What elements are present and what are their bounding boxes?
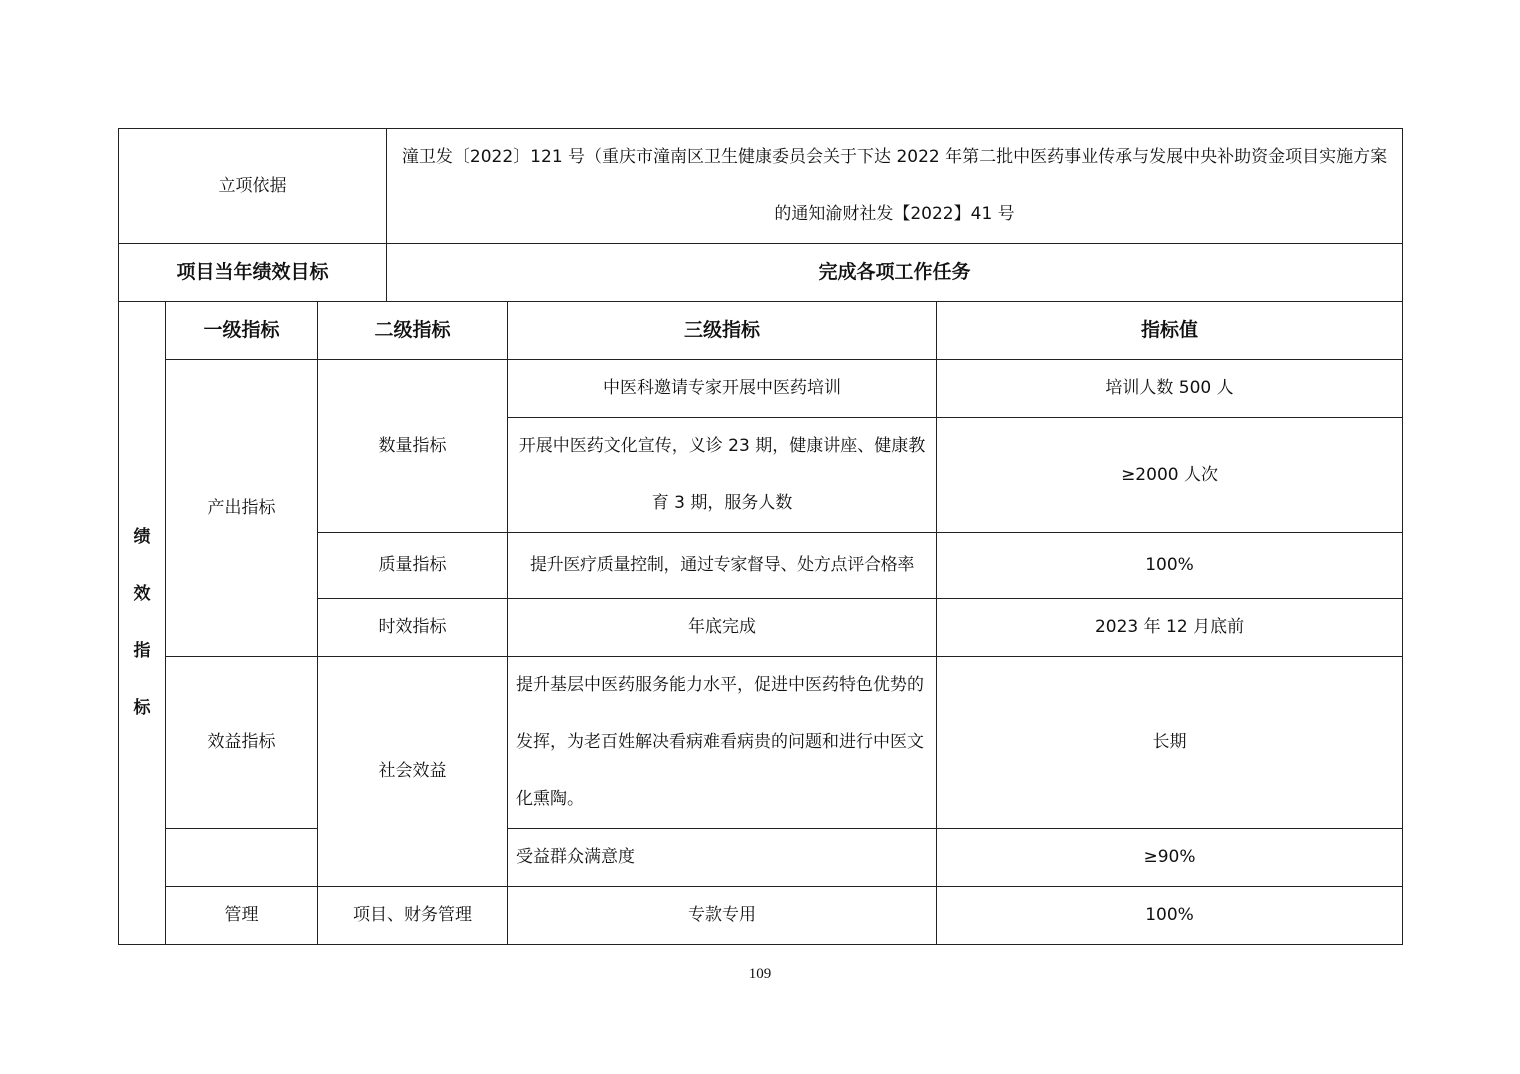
page-number: 109 (748, 966, 772, 982)
side-char: 指 (133, 641, 151, 661)
level3-cell: 专款专用 (508, 887, 937, 945)
basis-row (119, 129, 1403, 244)
side-char: 效 (133, 584, 151, 604)
header-level1: 一级指标 (166, 302, 318, 360)
level3-cell: 开展中医药文化宣传，义诊 23 期，健康讲座、健康教育 3 期，服务人数 (508, 418, 937, 533)
goal-label: 项目当年绩效目标 (119, 244, 387, 302)
output-level1: 产出指标 (166, 360, 318, 657)
table-row (119, 360, 1403, 418)
level3-cell: 年底完成 (508, 599, 937, 657)
level3-cell: 提升基层中医药服务能力水平，促进中医药特色优势的发挥，为老百姓解决看病难看病贵的问题和进行中医文化熏陶。 (508, 657, 937, 829)
performance-table (118, 128, 1403, 945)
table-row (119, 657, 1403, 829)
table-row (119, 887, 1403, 945)
header-row (119, 302, 1403, 360)
management-level1: 管理 (166, 887, 318, 945)
level3-cell: 受益群众满意度 (508, 829, 937, 887)
level3-cell: 中医科邀请专家开展中医药培训 (508, 360, 937, 418)
side-char: 标 (133, 698, 151, 718)
basis-text: 潼卫发〔2022〕121 号（重庆市潼南区卫生健康委员会关于下达 2022 年第二批中医药事业传承与发展中央补助资金项目实施方案的通知渝财社发【2022】41 号 (387, 129, 1403, 244)
benefit-level2: 社会效益 (318, 657, 508, 887)
value-cell: 长期 (937, 657, 1403, 829)
value-cell: 培训人数 500 人 (937, 360, 1403, 418)
side-label (119, 302, 166, 945)
header-value: 指标值 (937, 302, 1403, 360)
benefit-level1-cont (166, 829, 318, 887)
value-cell: ≥90% (937, 829, 1403, 887)
value-cell: 2023 年 12 月底前 (937, 599, 1403, 657)
management-level2: 项目、财务管理 (318, 887, 508, 945)
quantity-level2: 数量指标 (318, 360, 508, 533)
quality-level2: 质量指标 (318, 533, 508, 599)
side-char: 绩 (133, 527, 151, 547)
header-level2: 二级指标 (318, 302, 508, 360)
benefit-level1: 效益指标 (166, 657, 318, 829)
goal-text: 完成各项工作任务 (387, 244, 1403, 302)
value-cell: 100% (937, 887, 1403, 945)
header-level3: 三级指标 (508, 302, 937, 360)
timeliness-level2: 时效指标 (318, 599, 508, 657)
value-cell: 100% (937, 533, 1403, 599)
basis-label: 立项依据 (119, 129, 387, 244)
level3-cell: 提升医疗质量控制，通过专家督导、处方点评合格率 (508, 533, 937, 599)
value-cell: ≥2000 人次 (937, 418, 1403, 533)
table-row (119, 829, 1403, 887)
goal-row (119, 244, 1403, 302)
